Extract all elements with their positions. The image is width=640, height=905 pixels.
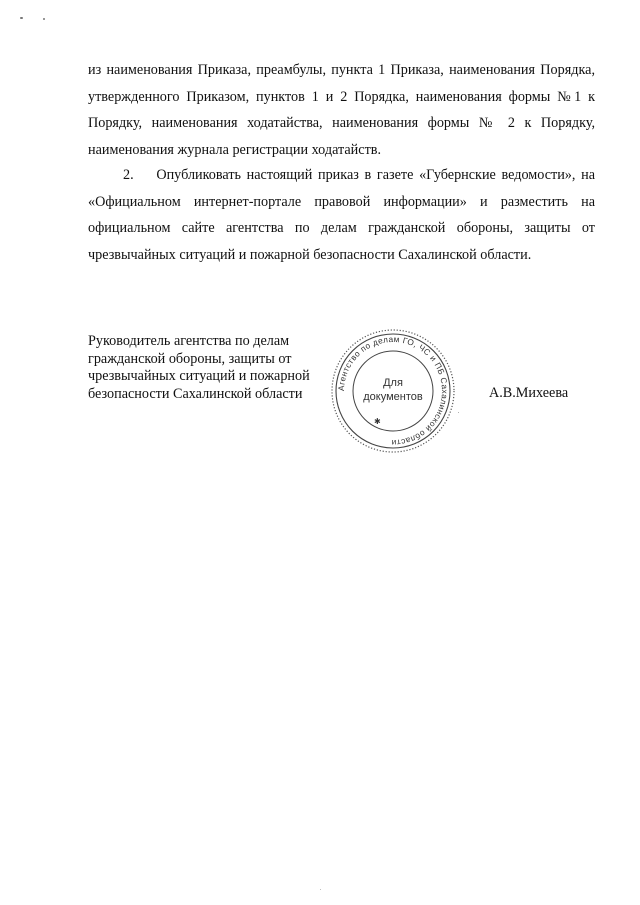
scan-speck bbox=[458, 412, 459, 413]
seal-center-line-1: Для bbox=[383, 377, 403, 389]
scan-speck bbox=[43, 18, 45, 20]
seal-star-icon: ✱ bbox=[374, 417, 381, 426]
signer-title-line: безопасности Сахалинской области bbox=[88, 385, 303, 402]
seal-center-line-2: документов bbox=[363, 391, 423, 403]
scan-speck bbox=[20, 17, 23, 19]
seal-graphic bbox=[328, 326, 458, 456]
signer-title-line: Руководитель агентства по делам bbox=[88, 333, 290, 349]
signer-title bbox=[88, 333, 328, 403]
official-seal bbox=[328, 326, 458, 456]
paragraph-item-2: 2. Опубликовать настоящий приказ в газете «Губернские ведомости», на «Официальном интернет-портале правовой информации» и разместить на официальном сайте агентства по делам гражданской обороны, защиты от чрезвычайных ситуаций и пожарной безопасности Сахалинской области. bbox=[88, 167, 595, 263]
signatory-name: А.В.Михеева bbox=[489, 385, 569, 401]
paragraph-item-1-continuation: из наименования Приказа, преамбулы, пункта 1 Приказа, наименования Порядка, утвержденного Приказом, пунктов 1 и 2 Порядка, наименования формы №1 к Порядку, наименования ходатайства, наименования формы № 2 к Порядку, наименования журнала регистрации ходатайств. bbox=[88, 62, 595, 158]
seal-ring-text: Агентство по делам ГО, ЧС и ПБ Сахалинской области bbox=[335, 333, 451, 449]
signer-title-line: гражданской обороны, защиты от bbox=[88, 350, 292, 367]
signer-title-line: чрезвычайных ситуаций и пожарной bbox=[88, 368, 310, 384]
scan-speck bbox=[320, 889, 321, 890]
